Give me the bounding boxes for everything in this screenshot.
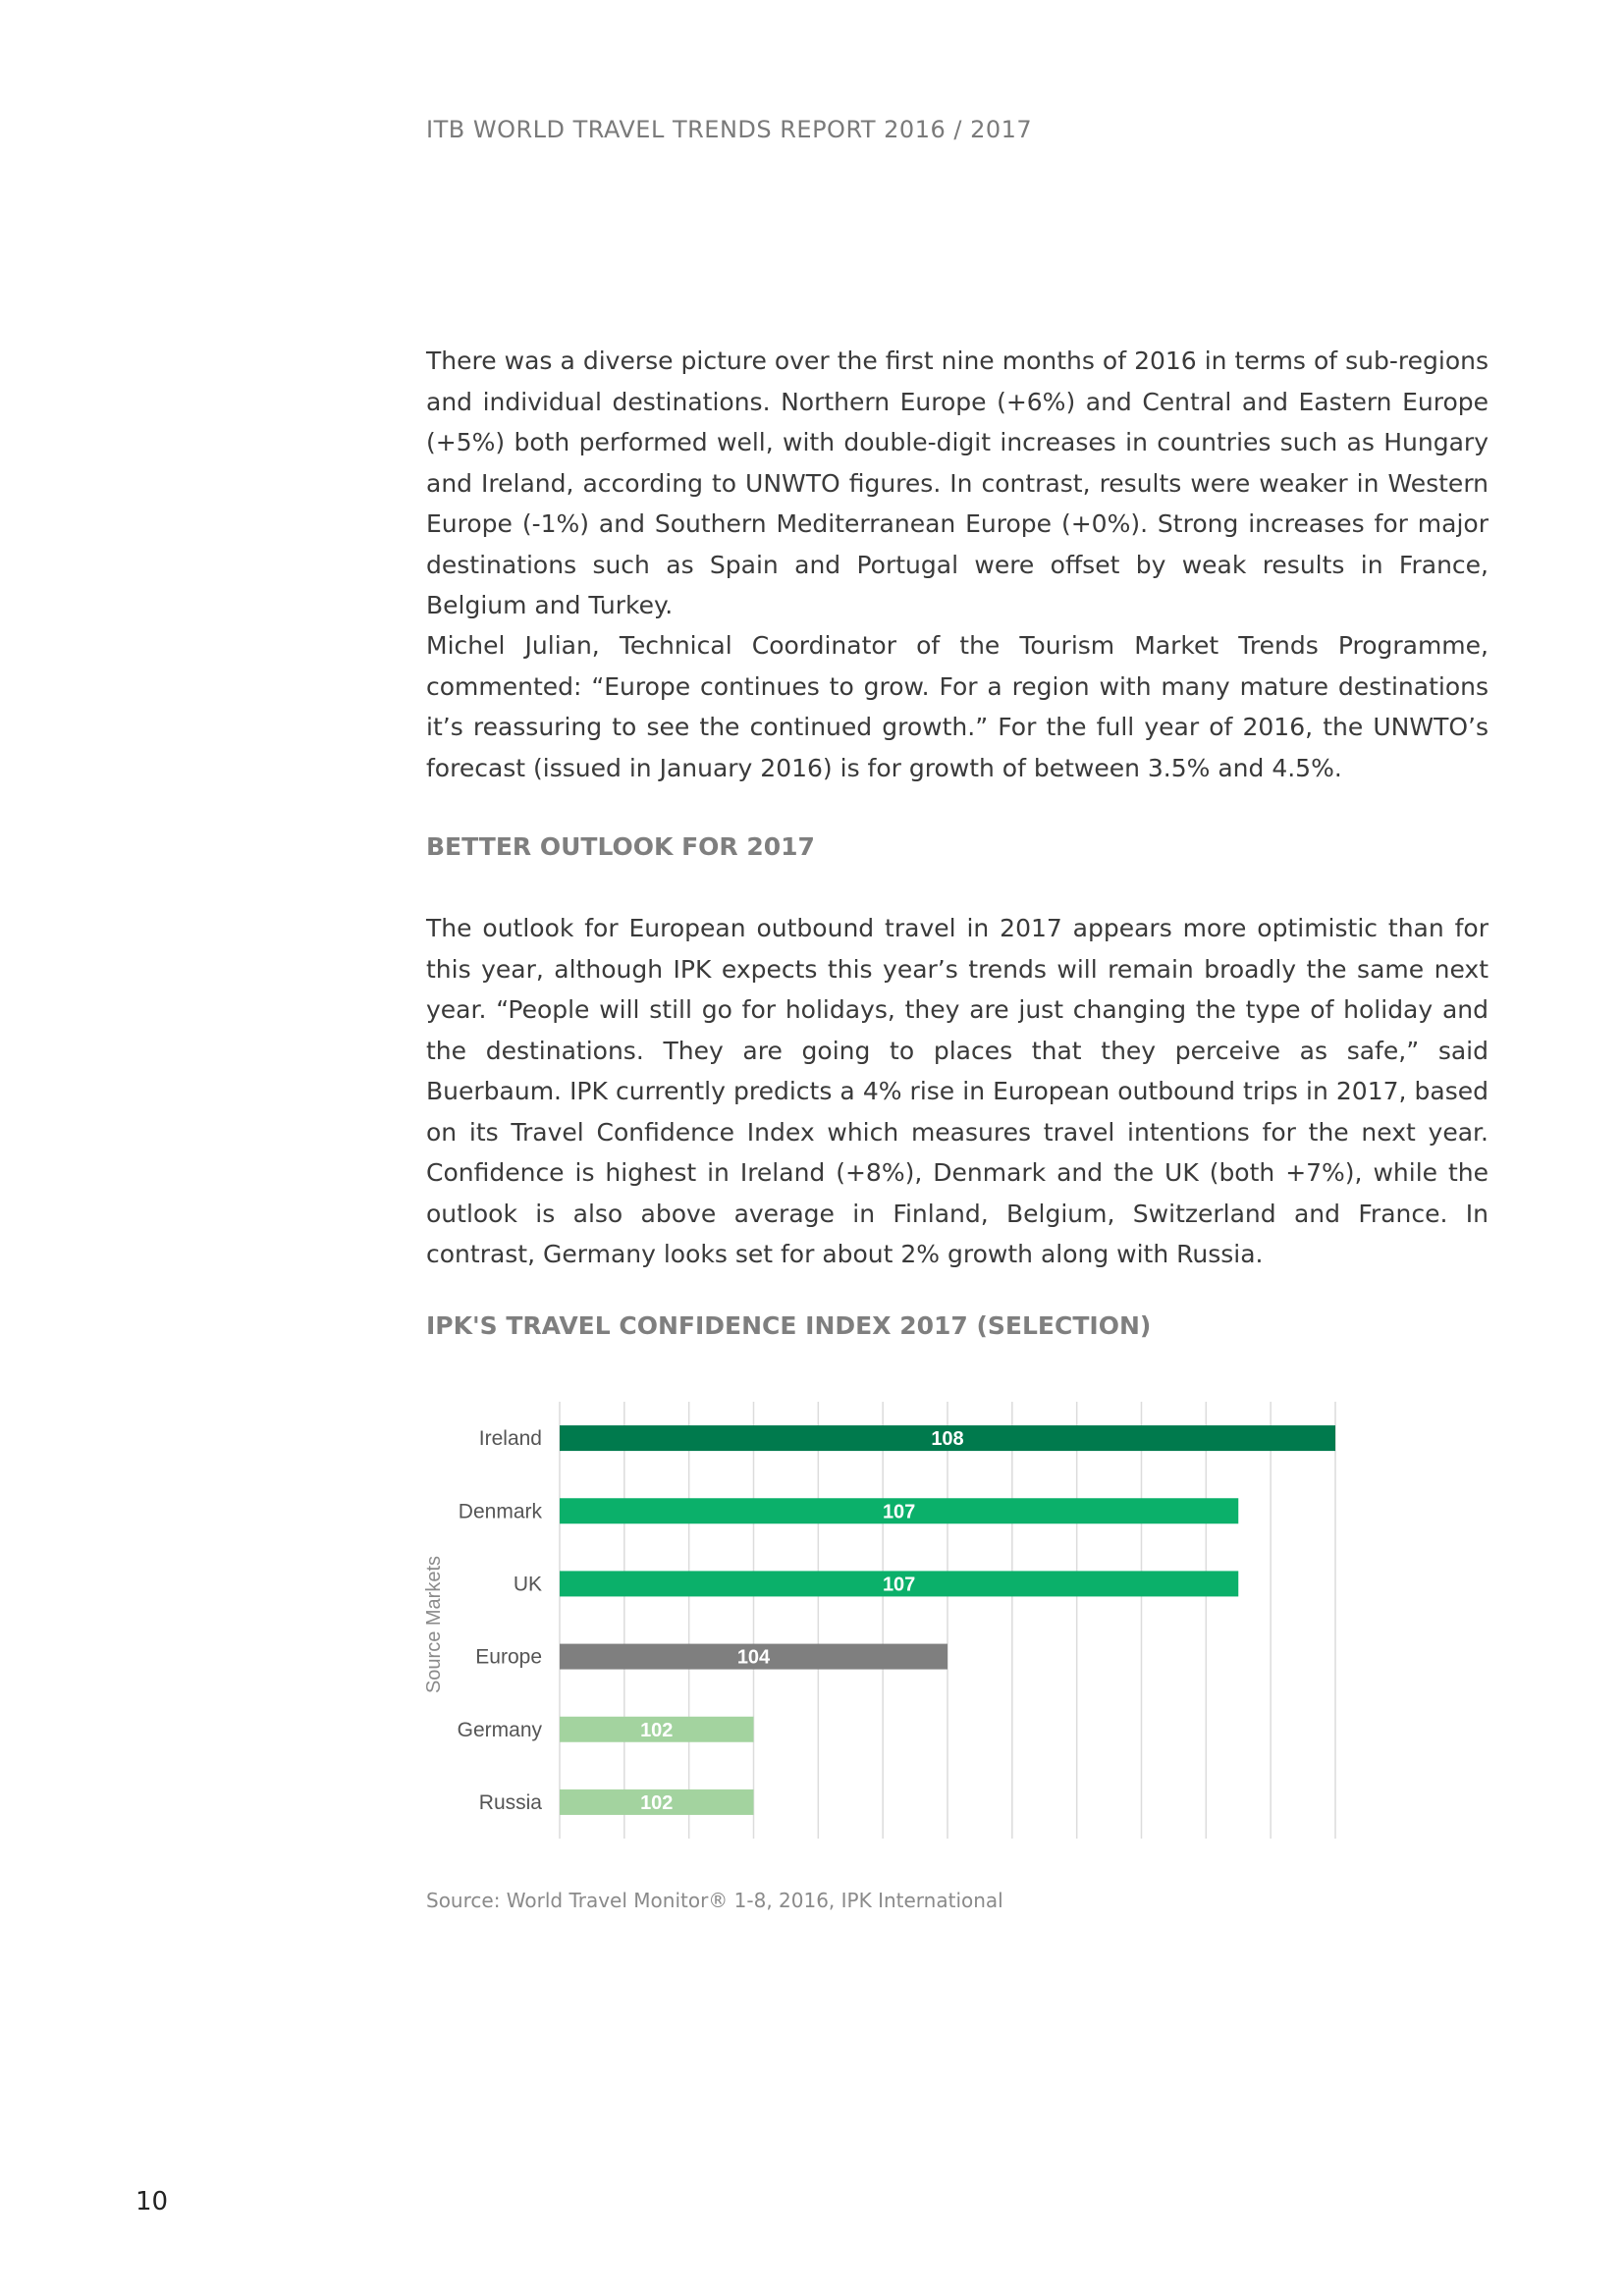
category-label: Germany: [457, 1718, 542, 1741]
category-label: UK: [513, 1573, 542, 1596]
y-axis-title: Source Markets: [423, 1555, 445, 1694]
paragraph-outlook: The outlook for European outbound travel in 2017 appears more optimistic than for this year, although IPK expects this year’s trends will remain broadly the same next year. “People will still go for holidays, they are just changing the type of holiday and the destinations. They are going to places that they perceive as safe,” said Buerbaum. IPK currently predicts a 4% rise in European outbound trips in 2017, based on its Travel Confidence Index which measures travel intentions for the next year. Confidence is highest in Ireland (+8%), Denmark and the UK (both +7%), while the outlook is also above average in Finland, Belgium, Switzerland and France. In contrast, Germany looks set for about 2% growth along with Russia.: [426, 914, 1489, 1268]
category-label: Ireland: [478, 1427, 542, 1451]
chart-grid: [560, 1402, 1335, 1839]
source-note: Source: World Travel Monitor® 1-8, 2016, IPK International: [426, 1889, 1003, 1912]
confidence-index-chart: [412, 1384, 1355, 1855]
chart-heading: IPK'S TRAVEL CONFIDENCE INDEX 2017 (SELECTION): [426, 1311, 1152, 1340]
paragraph-sub-regions: There was a diverse picture over the first nine months of 2016 in terms of sub-regions and individual destinations. Northern Europe (+6%) and Central and Eastern Europe (+5%) both performed well, with double-digit increases in countries such as Hungary and Ireland, according to UNWTO figures. In contrast, results were weaker in Western Europe (-1%) and Southern Mediterranean Europe (+0%). Strong increases for major destinations such as Spain and Portugal were offset by weak results in France, Belgium and Turkey.: [426, 347, 1489, 619]
bar-value-label: 104: [736, 1646, 771, 1669]
category-label: Denmark: [458, 1500, 542, 1523]
category-label: Europe: [475, 1645, 542, 1669]
bar-value-label: 108: [931, 1428, 964, 1451]
confidence-index-chart-svg: [412, 1384, 1355, 1855]
bar-value-label: 102: [640, 1791, 674, 1814]
bar-value-label: 107: [882, 1574, 916, 1596]
page-number: 10: [135, 2187, 169, 2216]
chart-category-labels: [458, 1427, 543, 1814]
report-header: ITB WORLD TRAVEL TRENDS REPORT 2016 / 2017: [426, 116, 1033, 143]
category-label: Russia: [478, 1790, 542, 1814]
bar-value-label: 102: [640, 1719, 674, 1741]
section-heading-outlook: BETTER OUTLOOK FOR 2017: [426, 832, 815, 861]
paragraph-julian-quote: Michel Julian, Technical Coordinator of the Tourism Market Trends Programme, commented: “Europe continues to grow. For a region with many mature destinations it’s reassuring to see the continued growth.” For the full year of 2016, the UNWTO’s forecast (issued in January 2016) is for growth of between 3.5% and 4.5%.: [426, 631, 1489, 782]
bar-value-label: 107: [882, 1501, 916, 1523]
